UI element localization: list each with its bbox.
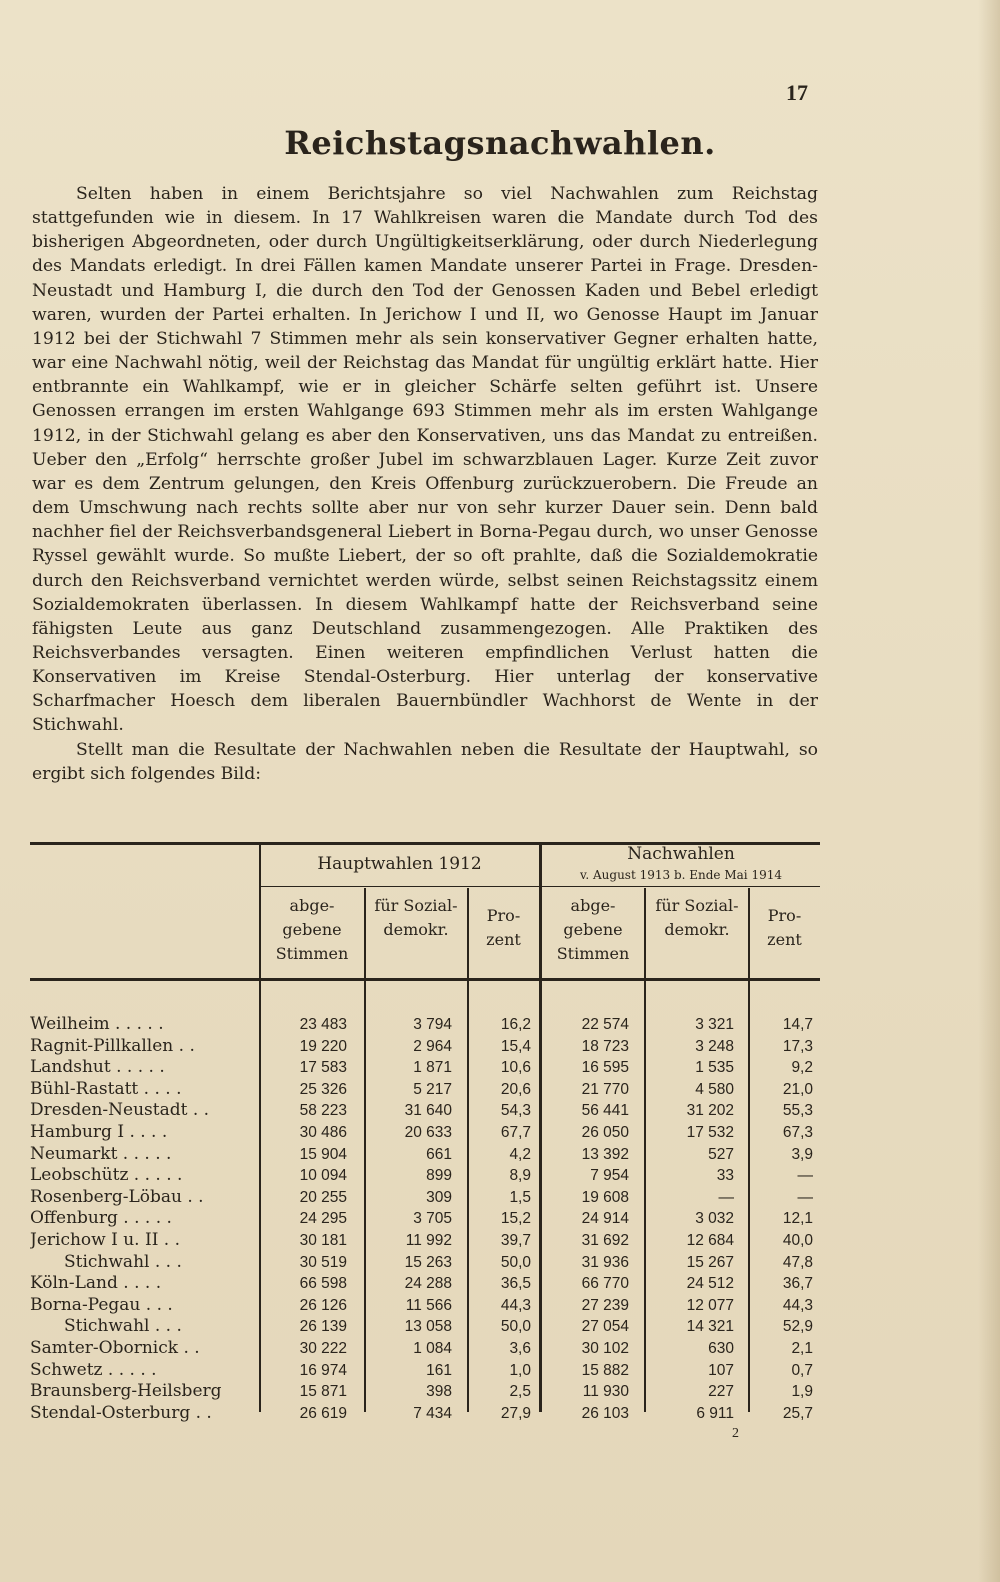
votes-1912: 24 295	[299, 1210, 347, 1228]
percent-1912: 2,5	[509, 1383, 531, 1401]
percent-after: —	[797, 1188, 813, 1206]
soc-votes-after: 15 267	[686, 1253, 734, 1271]
constituency-name: Ragnit-Pillkallen . .	[30, 1035, 195, 1056]
table-header-rule	[30, 978, 820, 981]
soc-votes-1912: 1 084	[413, 1339, 452, 1357]
table-row	[30, 1316, 820, 1338]
header-soc-1912: für Sozial- demokr.	[374, 896, 458, 939]
votes-after: 19 608	[581, 1188, 629, 1206]
soc-votes-after: 3 032	[695, 1210, 734, 1228]
soc-votes-1912: 3 705	[413, 1210, 452, 1228]
votes-after: 21 770	[581, 1080, 629, 1098]
percent-after: 44,3	[782, 1296, 813, 1314]
votes-1912: 30 519	[299, 1253, 347, 1271]
votes-after: 31 692	[581, 1231, 629, 1249]
soc-votes-after: —	[718, 1188, 734, 1206]
header-nachwahlen: Nachwahlen	[627, 844, 735, 864]
constituency-name: Rosenberg-Löbau . .	[30, 1186, 204, 1207]
soc-votes-1912: 5 217	[413, 1080, 452, 1098]
soc-votes-after: 31 202	[686, 1102, 734, 1120]
percent-after: —	[797, 1167, 813, 1185]
percent-1912: 15,2	[500, 1210, 531, 1228]
percent-1912: 15,4	[500, 1037, 531, 1055]
soc-votes-1912: 2 964	[413, 1037, 452, 1055]
votes-1912: 17 583	[299, 1059, 347, 1077]
percent-after: 1,9	[791, 1383, 813, 1401]
header-pct-after: Pro- zent	[767, 906, 802, 949]
table-row	[30, 1230, 820, 1252]
table-row	[30, 1014, 820, 1036]
percent-after: 55,3	[782, 1102, 813, 1120]
percent-after: 47,8	[782, 1253, 813, 1271]
votes-1912: 16 974	[299, 1361, 347, 1379]
soc-votes-after: 12 077	[686, 1296, 734, 1314]
votes-1912: 10 094	[299, 1167, 347, 1185]
soc-votes-1912: 398	[426, 1383, 452, 1401]
votes-1912: 19 220	[299, 1037, 347, 1055]
soc-votes-1912: 7 434	[413, 1404, 452, 1422]
header-votes-after: abge- gebene Stimmen	[556, 896, 630, 963]
page-title: Reichstagsnachwahlen.	[284, 124, 716, 162]
table-row	[30, 1057, 820, 1079]
table-row	[30, 1338, 820, 1360]
soc-votes-after: 107	[708, 1361, 734, 1379]
table-row	[30, 1252, 820, 1274]
votes-1912: 26 619	[299, 1404, 347, 1422]
votes-1912: 30 486	[299, 1123, 347, 1141]
percent-1912: 36,5	[500, 1275, 531, 1293]
percent-after: 21,0	[782, 1080, 813, 1098]
soc-votes-after: 3 248	[695, 1037, 734, 1055]
header-votes-1912: abge- gebene Stimmen	[275, 896, 349, 963]
percent-after: 17,3	[782, 1037, 813, 1055]
constituency-name: Braunsberg-Heilsberg	[30, 1381, 222, 1402]
votes-1912: 20 255	[299, 1188, 347, 1206]
votes-after: 11 930	[582, 1383, 629, 1401]
percent-1912: 39,7	[500, 1231, 531, 1249]
constituency-name: Köln-Land . . . .	[30, 1273, 162, 1294]
header-soc-after: für Sozial- demokr.	[655, 896, 739, 939]
percent-after: 14,7	[782, 1016, 813, 1033]
soc-votes-1912: 899	[426, 1167, 452, 1185]
votes-after: 7 954	[590, 1167, 629, 1185]
percent-1912: 16,2	[500, 1016, 531, 1033]
soc-votes-1912: 24 288	[404, 1275, 452, 1293]
soc-votes-after: 33	[716, 1167, 734, 1185]
header-nachwahlen-period: v. August 1913 b. Ende Mai 1914	[580, 868, 782, 882]
paragraph-1: Selten haben in einem Berichtsjahre so viel Nachwahlen zum Reichstag stattgefunden wie in diesem. In 17 Wahlkreisen waren die Mandate durch Tod des bisherigen Abgeordneten, oder durch Ungültigkeitserklärung, oder durch Niederlegung des Mandats erledigt. In drei Fällen kamen Mandate unserer Partei in Frage. Dresden-Neustadt und Hamburg I, die durch den Tod der Genossen Kaden und Bebel erledigt waren, wurden der Partei erhalten. In Jerichow I und II, wo Genosse Haupt im Januar 1912 bei der Stichwahl 7 Stimmen mehr als sein konservativer Gegner erhalten hatte, war eine Nachwahl nötig, weil der Reichstag das Mandat für ungültig erklärt hatte. Hier entbrannte ein Wahlkampf, wie er in gleicher Schärfe selten geführt ist. Unsere Genossen errangen im ersten Wahlgange 693 Stimmen mehr als im ersten Wahlgange 1912, in der Stichwahl gelang es aber den Konservativen, uns das Mandat zu entreißen. Ueber den „Erfolg“ herrschte großer Jubel im schwarzblauen Lager. Kurze Zeit zuvor war es dem Zentrum gelungen, den Kreis Offenburg zurückzuerobern. Die Freude an dem Umschwung nach rechts sollte aber nur von sehr kurzer Dauer sein. Denn bald nachher fiel der Reichsverbandsgeneral Liebert in Borna-Pegau durch, wo unser Genosse Ryssel gewählt wurde. So mußte Liebert, der so oft prahlte, daß die Sozialdemokratie durch den Reichsverband vernichtet werden würde, selbst seinen Reichstagssitz einem Sozialdemokraten überlassen. In diesem Wahlkampf hatte der Reichsverband seine fähigsten Leute aus ganz Deutschland zusammengezogen. Alle Praktiken des Reichsverbandes versagten. Einen weiteren empfindlichen Verlust hatten die Konservativen im Kreise Stendal-Osterburg. Hier unterlag der konservative Scharfmacher Hoesch dem liberalen Bauernbündler Wachhorst de Wente in der Stichwahl.	[32, 184, 818, 736]
constituency-name: Borna-Pegau . . .	[30, 1294, 173, 1315]
votes-after: 27 239	[581, 1296, 629, 1314]
constituency-name: Landshut . . . . .	[30, 1057, 165, 1078]
percent-1912: 20,6	[500, 1080, 531, 1098]
percent-after: 25,7	[782, 1404, 813, 1422]
header-pct-1912: Pro- zent	[486, 906, 521, 949]
constituency-name: Dresden-Neustadt . .	[30, 1100, 210, 1121]
soc-votes-1912: 1 871	[413, 1059, 452, 1077]
table-row	[30, 1381, 820, 1403]
percent-1912: 27,9	[500, 1404, 531, 1422]
votes-1912: 30 181	[299, 1231, 347, 1249]
table-row	[30, 1295, 820, 1317]
constituency-name: Neumarkt . . . . .	[30, 1143, 172, 1164]
percent-1912: 1,5	[509, 1188, 531, 1206]
votes-1912: 26 139	[299, 1318, 347, 1336]
percent-after: 52,9	[782, 1318, 813, 1336]
table-row	[30, 1100, 820, 1122]
votes-after: 15 882	[581, 1361, 629, 1379]
percent-1912: 3,6	[509, 1339, 531, 1357]
votes-1912: 15 871	[299, 1383, 347, 1401]
soc-votes-after: 630	[708, 1339, 734, 1357]
body-text	[32, 182, 818, 786]
votes-after: 56 441	[581, 1102, 629, 1120]
page-edge-shadow	[978, 0, 1000, 1582]
votes-after: 24 914	[581, 1210, 629, 1228]
soc-votes-after: 4 580	[695, 1080, 734, 1098]
constituency-name: Schwetz . . . . .	[30, 1359, 157, 1380]
percent-after: 3,9	[791, 1145, 813, 1163]
constituency-name: Weilheim . . . . .	[30, 1014, 164, 1034]
soc-votes-1912: 309	[426, 1188, 452, 1206]
percent-after: 0,7	[791, 1361, 813, 1379]
table-body	[30, 1014, 820, 1424]
votes-1912: 66 598	[299, 1275, 347, 1293]
soc-votes-after: 24 512	[686, 1275, 734, 1293]
votes-after: 66 770	[581, 1275, 629, 1293]
table-row	[30, 1144, 820, 1166]
table-row	[30, 1036, 820, 1058]
percent-after: 12,1	[782, 1210, 813, 1228]
votes-after: 27 054	[581, 1318, 629, 1336]
constituency-name: Bühl-Rastatt . . . .	[30, 1078, 182, 1099]
soc-votes-1912: 31 640	[404, 1102, 452, 1120]
percent-1912: 54,3	[500, 1102, 531, 1120]
soc-votes-after: 12 684	[686, 1231, 734, 1249]
percent-after: 40,0	[782, 1231, 813, 1249]
votes-after: 13 392	[581, 1145, 629, 1163]
votes-after: 30 102	[581, 1339, 629, 1357]
votes-1912: 30 222	[299, 1339, 347, 1357]
percent-after: 67,3	[782, 1123, 813, 1141]
percent-1912: 50,0	[500, 1318, 531, 1336]
page-number: 17	[786, 80, 808, 105]
constituency-name: Hamburg I . . . .	[30, 1121, 168, 1142]
votes-after: 22 574	[581, 1016, 629, 1033]
soc-votes-1912: 11 992	[405, 1231, 452, 1249]
constituency-name: Stichwahl . . .	[64, 1316, 182, 1337]
votes-after: 31 936	[581, 1253, 629, 1271]
constituency-name: Offenburg . . . . .	[30, 1208, 172, 1229]
soc-votes-1912: 15 263	[404, 1253, 452, 1271]
soc-votes-after: 17 532	[686, 1123, 734, 1141]
table-row	[30, 1208, 820, 1230]
soc-votes-after: 3 321	[695, 1016, 734, 1033]
constituency-name: Jerichow I u. II . .	[30, 1229, 181, 1250]
table-row	[30, 1273, 820, 1295]
percent-1912: 1,0	[509, 1361, 531, 1379]
constituency-name: Stichwahl . . .	[64, 1251, 182, 1272]
soc-votes-after: 227	[708, 1383, 734, 1401]
constituency-name: Leobschütz . . . . .	[30, 1165, 183, 1186]
constituency-name: Samter-Obornick . .	[30, 1337, 200, 1358]
percent-1912: 50,0	[500, 1253, 531, 1271]
paragraph-2: Stellt man die Resultate der Nachwahlen neben die Resultate der Hauptwahl, so ergibt sich folgendes Bild:	[32, 739, 818, 784]
percent-1912: 67,7	[500, 1123, 531, 1141]
votes-after: 26 103	[581, 1404, 629, 1422]
percent-1912: 44,3	[500, 1296, 531, 1314]
soc-votes-1912: 661	[426, 1145, 452, 1163]
votes-after: 26 050	[581, 1123, 629, 1141]
table-row	[30, 1122, 820, 1144]
soc-votes-after: 527	[708, 1145, 734, 1163]
table-row	[30, 1360, 820, 1382]
percent-after: 2,1	[791, 1339, 813, 1357]
soc-votes-1912: 3 794	[413, 1016, 452, 1033]
soc-votes-1912: 20 633	[404, 1123, 452, 1141]
soc-votes-1912: 13 058	[404, 1318, 452, 1336]
votes-1912: 26 126	[299, 1296, 347, 1314]
percent-after: 36,7	[782, 1275, 813, 1293]
results-table	[30, 842, 820, 1432]
votes-after: 18 723	[581, 1037, 629, 1055]
votes-1912: 25 326	[299, 1080, 347, 1098]
votes-after: 16 595	[581, 1059, 629, 1077]
votes-1912: 15 904	[299, 1145, 347, 1163]
soc-votes-1912: 11 566	[405, 1296, 452, 1314]
header-hauptwahlen: Hauptwahlen 1912	[317, 854, 482, 874]
table-row	[30, 1403, 820, 1425]
percent-1912: 8,9	[509, 1167, 531, 1185]
percent-after: 9,2	[791, 1059, 813, 1077]
constituency-name: Stendal-Osterburg . .	[30, 1402, 212, 1423]
table-row	[30, 1079, 820, 1101]
soc-votes-after: 1 535	[695, 1059, 734, 1077]
table-row	[30, 1187, 820, 1209]
table-row	[30, 1165, 820, 1187]
signature-mark: 2	[732, 1426, 739, 1441]
votes-1912: 58 223	[299, 1102, 347, 1120]
votes-1912: 23 483	[299, 1016, 347, 1033]
soc-votes-after: 14 321	[686, 1318, 734, 1336]
soc-votes-after: 6 911	[696, 1404, 734, 1422]
percent-1912: 10,6	[500, 1059, 531, 1077]
soc-votes-1912: 161	[426, 1361, 452, 1379]
percent-1912: 4,2	[509, 1145, 531, 1163]
